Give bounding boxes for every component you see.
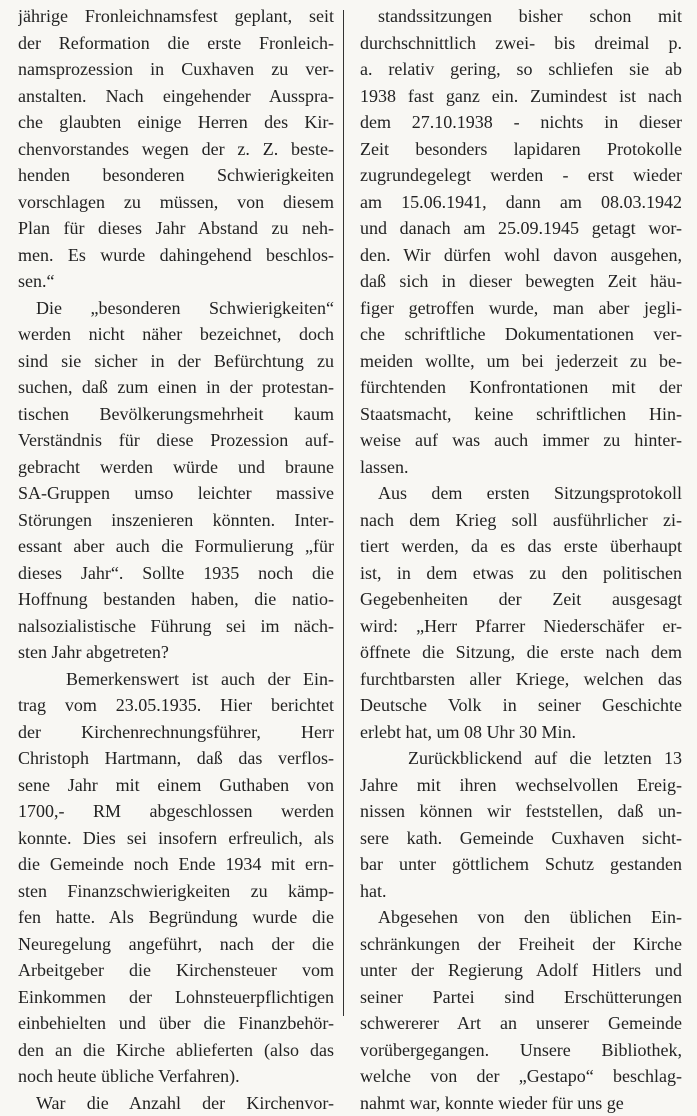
text-line: schwererer Art an unserer Gemeinde: [360, 1010, 682, 1037]
text-line: sten Jahr abgetreten?: [18, 639, 334, 666]
text-line: sen.“: [18, 268, 334, 295]
text-line: sene Jahr mit einem Guthaben von: [18, 772, 334, 799]
text-line: lassen.: [360, 454, 682, 481]
text-line: Einkommen der Lohnsteuerpflichtigen: [18, 984, 334, 1011]
text-line: furchtbarsten aller Kriege, welchen das: [360, 666, 682, 693]
text-line: werden nicht näher bezeichnet, doch: [18, 321, 334, 348]
text-line: fürchtenden Konfrontationen mit der: [360, 374, 682, 401]
text-line: suchen, daß zum einen in der protestan-: [18, 374, 334, 401]
text-line: Die „besonderen Schwierigkeiten“: [18, 295, 334, 322]
text-line: Jahre mit ihren wechselvollen Ereig-: [360, 772, 682, 799]
text-line: Deutsche Volk in seiner Geschichte: [360, 692, 682, 719]
text-line: tischen Bevölkerungsmehrheit kaum: [18, 401, 334, 428]
text-line: SA-Gruppen umso leichter massive: [18, 480, 334, 507]
text-line: sten Finanzschwierigkeiten zu kämp-: [18, 878, 334, 905]
text-line: sind sie sicher in der Befürchtung zu: [18, 348, 334, 375]
text-line: standssitzungen bisher schon mit: [360, 3, 682, 30]
text-line: a. relativ gering, so schliefen sie ab: [360, 56, 682, 83]
text-line: daß sich in dieser bewegten Zeit häu-: [360, 268, 682, 295]
text-line: Bemerkenswert ist auch der Ein-: [18, 666, 334, 693]
text-line: nahmt war, konnte wieder für uns ge: [360, 1090, 682, 1116]
text-line: ist, in dem etwas zu den politischen: [360, 560, 682, 587]
text-line: namsprozession in Cuxhaven zu ver-: [18, 56, 334, 83]
text-line: 1700,- RM abgeschlossen werden: [18, 798, 334, 825]
text-line: noch heute übliche Verfahren).: [18, 1063, 334, 1090]
text-line: Zeit besonders lapidaren Protokolle: [360, 136, 682, 163]
text-line: hat.: [360, 878, 682, 905]
text-line: jährige Fronleichnamsfest geplant, seit: [18, 3, 334, 30]
text-line: figer getroffen wurde, man aber jegli-: [360, 295, 682, 322]
text-line: sere kath. Gemeinde Cuxhaven sicht-: [360, 825, 682, 852]
text-line: Störungen inszenieren könnten. Inter-: [18, 507, 334, 534]
text-line: Arbeitgeber die Kirchensteuer vom: [18, 957, 334, 984]
text-line: bar unter göttlichem Schutz gestanden: [360, 851, 682, 878]
text-line: men. Es wurde dahingehend beschlos-: [18, 242, 334, 269]
text-line: henden besonderen Schwierigkeiten: [18, 162, 334, 189]
text-line: Zurückblickend auf die letzten 13: [360, 745, 682, 772]
text-line: wird: „Herr Pfarrer Niederschäfer er-: [360, 613, 682, 640]
text-line: Abgesehen von den üblichen Ein-: [360, 904, 682, 931]
text-line: fen hatte. Als Begründung wurde die: [18, 904, 334, 931]
text-line: che glaubten einige Herren des Kir-: [18, 109, 334, 136]
text-line: vorschlagen zu müssen, von diesem: [18, 189, 334, 216]
text-line: den an die Kirche ablieferten (also das: [18, 1037, 334, 1064]
column-divider: [343, 10, 344, 1016]
text-line: die Gemeinde noch Ende 1934 mit ern-: [18, 851, 334, 878]
text-line: Hoffnung bestanden haben, die natio-: [18, 586, 334, 613]
text-line: Christoph Hartmann, daß das verflos-: [18, 745, 334, 772]
text-line: schränkungen der Freiheit der Kirche: [360, 931, 682, 958]
text-line: einbehielten und über die Finanzbehör-: [18, 1010, 334, 1037]
text-line: gebracht werden würde und braune: [18, 454, 334, 481]
text-line: konnte. Dies sei insofern erfreulich, als: [18, 825, 334, 852]
text-line: unter der Regierung Adolf Hitlers und: [360, 957, 682, 984]
text-line: meiden wollte, um bei jederzeit zu be-: [360, 348, 682, 375]
text-line: Staatsmacht, keine schriftlichen Hin-: [360, 401, 682, 428]
text-line: chenvorstandes wegen der z. Z. beste-: [18, 136, 334, 163]
right-text-column: [360, 3, 682, 1116]
text-line: tiert werden, da es das erste überhaupt: [360, 533, 682, 560]
text-line: zugrundegelegt werden - erst wieder: [360, 162, 682, 189]
text-line: che schriftliche Dokumentationen ver-: [360, 321, 682, 348]
text-line: erlebt hat, um 08 Uhr 30 Min.: [360, 719, 682, 746]
text-line: anstalten. Nach eingehender Ausspra-: [18, 83, 334, 110]
text-line: dieses Jahr“. Sollte 1935 noch die: [18, 560, 334, 587]
text-line: nach dem Krieg soll ausführlicher zi-: [360, 507, 682, 534]
text-line: der Reformation die erste Fronleich-: [18, 30, 334, 57]
text-line: dem 27.10.1938 - nichts in dieser: [360, 109, 682, 136]
text-line: Aus dem ersten Sitzungsprotokoll: [360, 480, 682, 507]
text-line: öffnete die Sitzung, die erste nach dem: [360, 639, 682, 666]
text-line: weise auf was auch immer zu hinter-: [360, 427, 682, 454]
text-line: trag vom 23.05.1935. Hier berichtet: [18, 692, 334, 719]
text-line: vorübergegangen. Unsere Bibliothek,: [360, 1037, 682, 1064]
text-line: seiner Partei sind Erschütterungen: [360, 984, 682, 1011]
text-line: Verständnis für diese Prozession auf-: [18, 427, 334, 454]
text-line: am 15.06.1941, dann am 08.03.1942: [360, 189, 682, 216]
text-line: 1938 fast ganz ein. Zumindest ist nach: [360, 83, 682, 110]
text-line: und danach am 25.09.1945 getagt wor-: [360, 215, 682, 242]
text-line: Gegebenheiten der Zeit ausgesagt: [360, 586, 682, 613]
text-line: nissen können wir feststellen, daß un-: [360, 798, 682, 825]
text-line: nalsozialistische Führung sei im näch-: [18, 613, 334, 640]
text-line: Plan für dieses Jahr Abstand zu neh-: [18, 215, 334, 242]
text-line: welche von der „Gestapo“ beschlag-: [360, 1063, 682, 1090]
text-line: durchschnittlich zwei- bis dreimal p.: [360, 30, 682, 57]
text-line: War die Anzahl der Kirchenvor-: [18, 1090, 334, 1116]
left-text-column: [18, 3, 334, 1116]
text-line: der Kirchenrechnungsführer, Herr: [18, 719, 334, 746]
text-line: essant aber auch die Formulierung „für: [18, 533, 334, 560]
text-line: Neuregelung angeführt, nach der die: [18, 931, 334, 958]
text-line: den. Wir dürfen wohl davon ausgehen,: [360, 242, 682, 269]
